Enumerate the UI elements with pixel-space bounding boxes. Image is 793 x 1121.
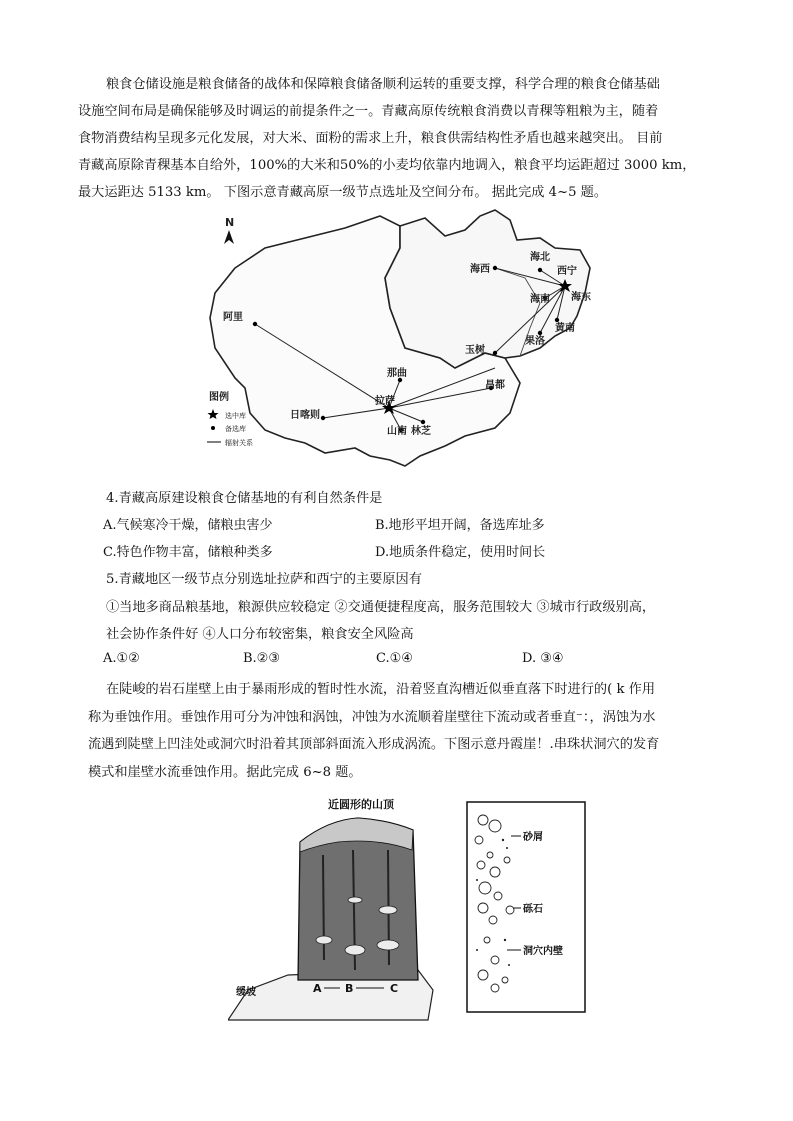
place-hainan: 海南 [530,294,550,305]
q4-option-a[interactable]: A.气候寒冷干燥，储粮虫害少 [103,518,273,533]
cliff-figure [228,790,438,1025]
label-sand-debris: 砂屑 [523,832,543,843]
q5-statements-line-2: 社会协作条件好 ④人口分布较密集，粮食安全风险高 [106,627,414,642]
base-slope-label: 缓坡 [236,987,256,998]
qinghai-tibet-map [195,208,605,473]
passage2-line-2: 称为垂蚀作用。垂蚀作用可分为冲蚀和涡蚀，冲蚀为水流顺着崖壁往下流动或者垂直⁻：，涡蚀为水 [88,710,656,725]
q4-option-b[interactable]: B.地形平坦开阔，备选库址多 [375,518,545,533]
place-ali: 阿里 [223,312,243,323]
intro-line-2: 设施空间布局是确保能够及时调运的前提条件之一。青藏高原传统粮食消费以青稞等粗粮为主，随着 [78,104,659,119]
place-linzhi: 林芝 [411,426,431,437]
place-haibei: 海北 [530,252,550,263]
place-haidong: 海东 [571,292,591,303]
seq-c: C [390,982,399,995]
passage2-line-1: 在陡峻的岩石崖壁上由于暴雨形成的暂时性水流，沿着竖直沟槽近似垂直落下时进行的( k 作用 [106,682,656,697]
intro-line-3: 食物消费结构呈现多元化发展，对大米、面粉的需求上升，粮食供需结构性矛盾也越来越突出。 目前 [78,131,663,146]
place-xining: 西宁 [557,266,577,277]
cave-wall-figure [465,800,595,1015]
place-changdu: 昌都 [485,380,505,391]
q5-option-b[interactable]: B.②③ [243,651,280,666]
q5-statements-line-1: ①当地多商品粮基地，粮源供应较稳定 ②交通便捷程度高，服务范围较大 ③城市行政级别高， [106,600,656,615]
label-cave-inner-wall: 洞穴内壁 [523,946,563,957]
seq-b: B [345,982,354,995]
legend-dot-icon [211,426,215,430]
intro-line-4: 青藏高原除青稞基本自给外，100%的大米和50%的小麦均依靠内地调入，粮食平均运距超过 3000 km， [78,158,696,173]
place-yushu: 玉树 [465,345,485,356]
q5-option-d[interactable]: D. ③④ [522,651,564,666]
legend-candidate: 备选库 [225,425,246,433]
cliff-top-label: 近圆形的山顶 [328,798,394,811]
place-guoluo: 果洛 [525,336,545,347]
legend-selected: 选中库 [225,412,246,420]
place-shigatse: 日喀则 [290,410,320,421]
q5-option-a[interactable]: A.①② [103,651,140,666]
place-naqu: 那曲 [387,368,407,379]
q4-option-d[interactable]: D.地质条件稳定，使用时间长 [375,545,546,560]
map-legend [207,390,253,447]
place-huangnan: 黄南 [555,323,575,334]
label-gravel: 砾石 [523,904,543,915]
q5-stem: 5.青藏地区一级节点分别选址拉萨和西宁的主要原因有 [106,572,422,587]
intro-line-1: 粮食仓储设施是粮食储备的战体和保障粮食储备顺利运转的重要支撑，科学合理的粮食仓储基础 [106,77,660,92]
place-shannan: 山南 [387,426,407,437]
q4-stem: 4.青藏高原建设粮食仓储基地的有利自然条件是 [106,491,383,506]
intro-line-5: 最大运距达 5133 km。 下图示意青藏高原一级节点选址及空间分布。 据此完成 4~5 题。 [78,185,608,200]
legend-title: 图例 [209,392,229,403]
seq-a: A [313,982,322,995]
passage2-line-3: 流遇到陡壁上凹洼处或洞穴时沿着其顶部斜面流入形成涡流。下图示意丹霞崖！.串珠状洞穴的发育 [88,737,660,752]
passage2-line-4: 模式和崖壁水流垂蚀作用。据此完成 6~8 题。 [88,765,362,780]
legend-radiation: 辐射关系 [225,439,253,447]
place-lhasa: 拉萨 [375,396,395,407]
q4-option-c[interactable]: C.特色作物丰富，储粮种类多 [103,545,273,560]
place-haixi: 海西 [470,264,490,275]
q5-option-c[interactable]: C.①④ [376,651,413,666]
legend-star-icon [208,409,219,419]
north-arrow-icon [224,230,234,244]
north-label: N [225,216,235,229]
